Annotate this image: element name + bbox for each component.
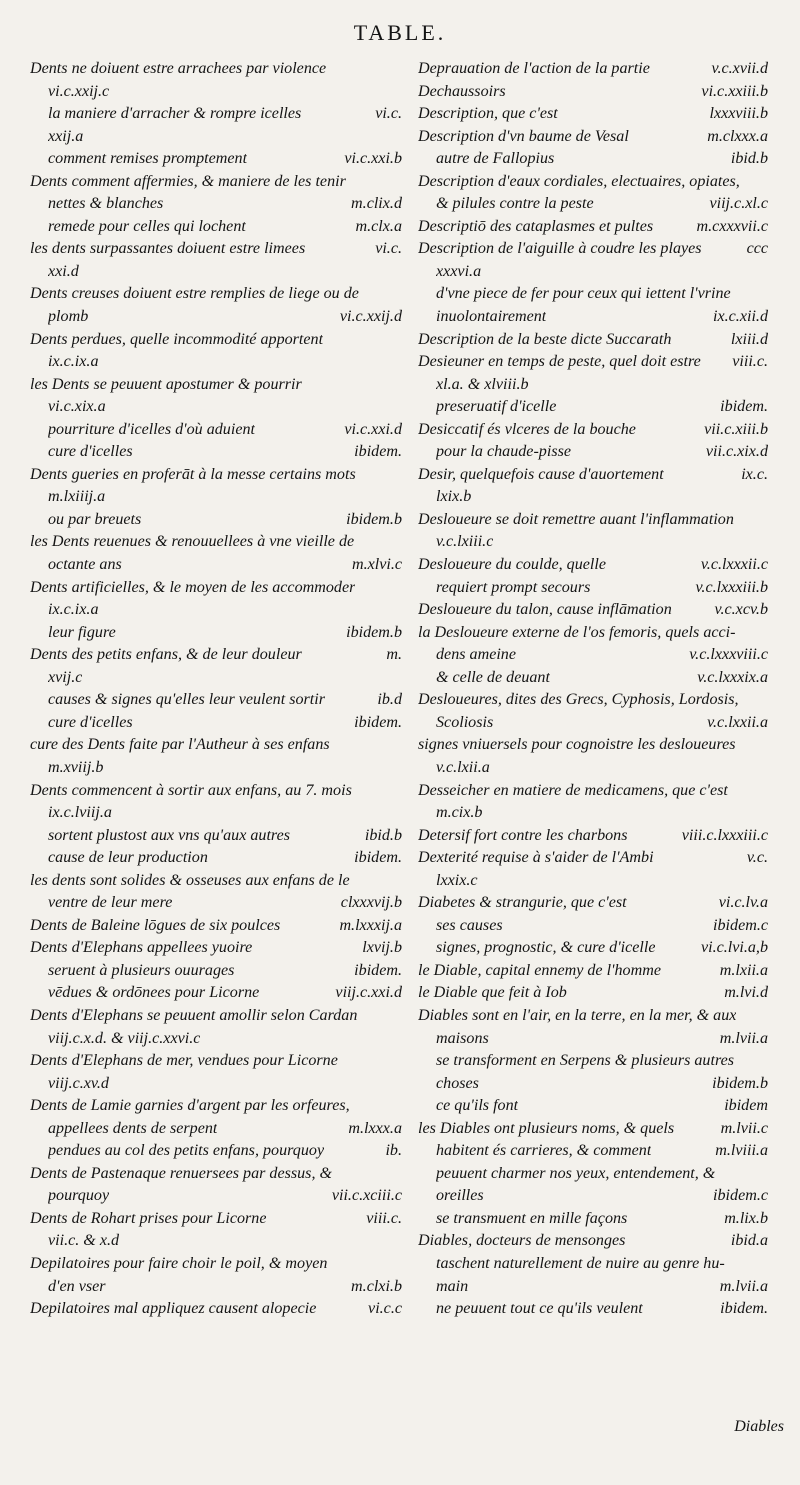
entry-text: Desloueure du talon, cause inflāmation (418, 601, 672, 619)
entry-reference: v.c.xvii.d (711, 60, 768, 77)
index-entry (418, 1253, 768, 1276)
entry-text: Dents d'Elephans appellees yuoire (30, 939, 253, 957)
entry-reference: lxvij.b (362, 939, 402, 957)
entry-text: ou par breuets (48, 510, 142, 528)
entry-reference: vi.c.c (368, 1300, 402, 1318)
index-entry (418, 577, 768, 600)
index-entry (418, 329, 768, 352)
index-entry (30, 1163, 402, 1186)
index-entry (30, 689, 402, 712)
entry-reference: m.clix.d (351, 195, 402, 213)
entry-text: pour la chaude-pisse (436, 443, 571, 461)
entry-text: causes & signes qu'elles leur veulent sortir (48, 691, 325, 709)
entry-text: se transmuent en mille façons (436, 1209, 628, 1227)
index-entry (418, 937, 768, 960)
index-entry (30, 216, 402, 239)
entry-reference: m.xlvi.c (351, 556, 402, 574)
index-entry (30, 283, 402, 306)
index-entry (30, 1118, 402, 1141)
entry-text: Diabetes & strangurie, que c'est (418, 894, 627, 912)
index-entry (30, 937, 402, 960)
index-entry (418, 1095, 768, 1118)
entry-text: ix.c.ix.a (48, 353, 99, 371)
index-entry (30, 329, 402, 352)
entry-text: Depilatoires mal appliquez causent alopecie (30, 1300, 317, 1318)
index-entry (418, 58, 768, 81)
entry-text: viij.c.x.d. & viij.c.xxvi.c (48, 1029, 201, 1047)
entry-text: m.xviij.b (48, 758, 104, 776)
index-entry (30, 486, 402, 509)
entry-text: les dents sont solides & osseuses aux enfans de le (30, 871, 350, 889)
entry-reference: ibidem.c (713, 916, 768, 934)
entry-text: octante ans (48, 556, 122, 574)
index-entry (30, 1298, 402, 1321)
index-entry (418, 261, 768, 284)
index-entry (30, 1073, 402, 1096)
index-entry (418, 193, 768, 216)
entry-text: lxix.b (436, 488, 472, 506)
index-entry (418, 554, 768, 577)
index-entry (30, 1095, 402, 1118)
entry-text: seruent à plusieurs ouurages (48, 961, 235, 979)
entry-reference: vii.c.xciii.c (331, 1187, 402, 1205)
entry-reference: vii.c.xix.d (705, 443, 768, 461)
entry-text: v.c.lxii.a (436, 758, 490, 776)
index-entry (30, 238, 402, 261)
entry-reference: vi.c.xxi.b (344, 150, 402, 168)
entry-reference: m.clx.a (355, 217, 402, 235)
index-entry (418, 1163, 768, 1186)
entry-reference: m.clxi.b (351, 1277, 402, 1295)
index-entry (30, 396, 402, 419)
index-entry (418, 351, 768, 374)
index-entry (418, 689, 768, 712)
entry-text: se transforment en Serpens & plusieurs autres (436, 1052, 735, 1070)
entry-text: cure d'icelles (48, 713, 133, 731)
entry-text: Dents comment affermies, & maniere de les tenir (30, 172, 346, 190)
index-entry (418, 306, 768, 329)
entry-text: & celle de deuant (436, 668, 550, 686)
entry-text: Diables sont en l'air, en la terre, en la mer, & aux (418, 1006, 737, 1024)
index-entry (30, 982, 402, 1005)
index-entry (418, 892, 768, 915)
index-entry (30, 81, 402, 104)
entry-text: Dexterité requise à s'aider de l'Ambi (418, 849, 654, 867)
entry-reference: m.clxxx.a (707, 127, 768, 145)
entry-text: ix.c.lviij.a (48, 804, 112, 822)
entry-text: Desloueures, dites des Grecs, Cyphosis, Lordosis, (418, 691, 739, 709)
index-entry (30, 1140, 402, 1163)
entry-text: oreilles (436, 1187, 484, 1205)
index-entry (30, 464, 402, 487)
entry-reference: ibidem. (720, 398, 768, 416)
entry-text: Descriptiō des cataplasmes et pultes (418, 217, 654, 235)
entry-reference: m.lxxx.a (348, 1119, 402, 1137)
entry-text: cure d'icelles (48, 443, 133, 461)
entry-text: pendues au col des petits enfans, pourquoy (48, 1142, 325, 1160)
entry-reference: viii.c. (732, 353, 768, 371)
entry-text: Dents gueries en proferāt à la messe certains mots (30, 465, 356, 483)
index-entry (418, 644, 768, 667)
index-entry (418, 712, 768, 735)
entry-reference: m.lvi.d (724, 984, 768, 1002)
index-entry (30, 599, 402, 622)
entry-reference: m. (386, 646, 402, 664)
index-entry (418, 802, 768, 825)
index-entry (30, 171, 402, 194)
entry-text: Depilatoires pour faire choir le poil, & moyen (30, 1254, 328, 1272)
index-entry (418, 982, 768, 1005)
entry-text: vi.c.xix.a (48, 398, 106, 416)
entry-text: Deprauation de l'action de la partie (418, 60, 650, 77)
index-entry (30, 915, 402, 938)
entry-reference: m.lvii.a (719, 1277, 768, 1295)
index-entry (418, 126, 768, 149)
entry-text: Dents d'Elephans se peuuent amollir selon Cardan (30, 1006, 358, 1024)
index-entry (418, 419, 768, 442)
entry-text: Description, que c'est (418, 105, 558, 123)
entry-text: Scoliosis (436, 713, 494, 731)
index-entry (30, 351, 402, 374)
entry-text: Description de la beste dicte Succarath (418, 330, 672, 348)
entry-text: Dents des petits enfans, & de leur douleur (30, 646, 302, 664)
entry-text: taschent naturellement de nuire au genre hu- (436, 1254, 725, 1272)
entry-text: ce qu'ils font (436, 1097, 519, 1115)
entry-text: Desir, quelquefois cause d'auortement (418, 465, 664, 483)
index-entry (418, 1276, 768, 1299)
index-column-right (418, 58, 768, 1321)
entry-text: comment remises promptement (48, 150, 248, 168)
entry-text: les dents surpassantes doiuent estre limees (30, 240, 306, 258)
index-entry (30, 509, 402, 532)
entry-text: xl.a. & xlviii.b (436, 375, 529, 393)
entry-reference: ibid.b (364, 826, 402, 844)
entry-text: cure des Dents faite par l'Autheur à ses enfans (30, 736, 330, 754)
entry-text: xxij.a (48, 127, 84, 145)
entry-text: d'vne piece de fer pour ceux qui iettent l'vrine (436, 285, 731, 303)
index-entry (418, 622, 768, 645)
index-entry (30, 419, 402, 442)
entry-reference: viij.c.xxi.d (335, 984, 402, 1002)
index-entry (418, 825, 768, 848)
entry-text: main (436, 1277, 469, 1295)
entry-reference: vii.c.xiii.b (704, 420, 768, 438)
entry-text: habitent és carrieres, & comment (436, 1142, 652, 1160)
index-entry (418, 599, 768, 622)
index-entry (418, 915, 768, 938)
entry-text: Dents artificielles, & le moyen de les accommoder (30, 578, 356, 596)
entry-reference: v.c. (746, 849, 768, 867)
entry-text: Desloueure se doit remettre auant l'inflammation (418, 510, 734, 528)
entry-text: requiert prompt secours (436, 578, 591, 596)
index-entry (418, 1230, 768, 1253)
entry-text: vii.c. & x.d (48, 1232, 120, 1250)
index-entry (30, 126, 402, 149)
index-entry (30, 960, 402, 983)
entry-text: Dents commencent à sortir aux enfans, au 7. mois (30, 781, 352, 799)
entry-text: signes vniuersels pour cognoistre les desloueures (418, 736, 736, 754)
index-entry (418, 1050, 768, 1073)
entry-text: Description d'eaux cordiales, electuaires, opiates, (418, 172, 740, 190)
entry-text: xvij.c (48, 668, 83, 686)
index-entry (418, 847, 768, 870)
entry-text: sortent plustost aux vns qu'aux autres (48, 826, 291, 844)
entry-text: Desieuner en temps de peste, quel doit estre (418, 353, 701, 371)
entry-text: ne peuuent tout ce qu'ils veulent (436, 1300, 643, 1318)
entry-reference: ibidem.b (346, 623, 402, 641)
index-entry (30, 1050, 402, 1073)
entry-text: viij.c.xv.d (48, 1074, 109, 1092)
entry-text: lxxix.c (436, 871, 478, 889)
entry-reference: ibidem.c (713, 1187, 768, 1205)
index-entry (30, 1208, 402, 1231)
index-entry (30, 103, 402, 126)
entry-reference: m.cxxxvii.c (696, 217, 768, 235)
entry-reference: vi.c.xxi.d (344, 420, 402, 438)
index-entry (30, 531, 402, 554)
entry-reference: m.lvii.c (720, 1119, 768, 1137)
entry-text: autre de Fallopius (436, 150, 555, 168)
entry-reference: m.lxii.a (719, 961, 768, 979)
index-entry (30, 667, 402, 690)
entry-text: Dechaussoirs (418, 82, 506, 100)
entry-text: pourquoy (48, 1187, 110, 1205)
entry-reference: ccc (746, 240, 768, 258)
entry-text: Diables, docteurs de mensonges (418, 1232, 626, 1250)
index-entry (30, 58, 402, 81)
entry-text: plomb (48, 308, 89, 326)
index-entry (418, 960, 768, 983)
index-entry (418, 667, 768, 690)
entry-reference: m.lvii.a (719, 1029, 768, 1047)
entry-text: les Dents se peuuent apostumer & pourrir (30, 375, 302, 393)
index-entry (30, 261, 402, 284)
entry-reference: v.c.lxxxix.a (697, 668, 768, 686)
entry-text: cause de leur production (48, 849, 208, 867)
index-entry (30, 802, 402, 825)
index-entry (30, 825, 402, 848)
index-entry (418, 283, 768, 306)
entry-reference: m.lxxxij.a (339, 916, 402, 934)
entry-reference: v.c.lxxxviii.c (689, 646, 768, 664)
entry-reference: ix.c. (741, 465, 768, 483)
index-entry (418, 1028, 768, 1051)
index-entry (30, 734, 402, 757)
page-header: TABLE. (353, 20, 447, 45)
entry-text: peuuent charmer nos yeux, entendement, & (436, 1164, 716, 1182)
entry-text: choses (436, 1074, 479, 1092)
index-entry (30, 1005, 402, 1028)
entry-reference: v.c.lxxxiii.b (695, 578, 768, 596)
index-entry (30, 577, 402, 600)
entry-text: Description de l'aiguille à coudre les playes (418, 240, 702, 258)
entry-text: appellees dents de serpent (48, 1119, 218, 1137)
index-entry (418, 486, 768, 509)
entry-text: signes, prognostic, & cure d'icelle (436, 939, 656, 957)
entry-text: les Diables ont plusieurs noms, & quels (418, 1119, 675, 1137)
entry-reference: ibidem. (354, 713, 402, 731)
entry-reference: lxiii.d (730, 330, 768, 348)
index-entry (30, 1185, 402, 1208)
entry-text: ventre de leur mere (48, 894, 173, 912)
entry-reference: ibidem. (354, 849, 402, 867)
entry-text: Desiccatif és vlceres de la bouche (418, 420, 636, 438)
entry-text: vēdues & ordōnees pour Licorne (48, 984, 260, 1002)
entry-text: inuolontairement (436, 308, 547, 326)
index-entry (418, 464, 768, 487)
entry-reference: vi.c.lvi.a,b (700, 939, 768, 957)
index-entry (418, 441, 768, 464)
index-column-left (30, 58, 402, 1321)
index-entry (30, 1253, 402, 1276)
index-entry (418, 1073, 768, 1096)
entry-reference: ix.c.xii.d (713, 308, 768, 326)
entry-reference: clxxxvij.b (340, 894, 402, 912)
index-entry (30, 847, 402, 870)
index-entry (418, 216, 768, 239)
entry-reference: ibidem.b (346, 510, 402, 528)
index-entry (30, 441, 402, 464)
entry-text: Dents perdues, quelle incommodité apportent (30, 330, 324, 348)
entry-reference: v.c.lxxxii.c (700, 556, 768, 574)
entry-reference: vi.c.lv.a (718, 894, 768, 912)
entry-text: Dents ne doiuent estre arrachees par violence (30, 60, 327, 77)
entry-text: pourriture d'icelles d'où aduient (48, 420, 255, 438)
index-entry (30, 1276, 402, 1299)
index-entry (418, 780, 768, 803)
entry-text: ix.c.ix.a (48, 601, 99, 619)
index-entry (418, 1005, 768, 1028)
entry-text: & pilules contre la peste (436, 195, 594, 213)
entry-reference: viij.c.xl.c (709, 195, 768, 213)
index-entry (418, 171, 768, 194)
entry-reference: viii.c. (366, 1209, 402, 1227)
index-entry (418, 870, 768, 893)
index-entry (418, 734, 768, 757)
entry-text: ses causes (436, 916, 503, 934)
entry-text: Desloueure du coulde, quelle (418, 556, 607, 574)
entry-reference: viii.c.lxxxiii.c (681, 826, 768, 844)
entry-reference: vi.c.xxiii.b (701, 82, 768, 100)
index-entry (30, 644, 402, 667)
index-entry (30, 892, 402, 915)
entry-text: la maniere d'arracher & rompre icelles (48, 105, 302, 123)
entry-reference: lxxxviii.b (709, 105, 768, 123)
entry-text: le Diable que feit à Iob (418, 984, 567, 1002)
index-entry (30, 1028, 402, 1051)
catchword: Diables (734, 1418, 784, 1435)
entry-reference: ibidem (724, 1097, 768, 1115)
index-entry (418, 531, 768, 554)
index-entry (418, 1208, 768, 1231)
index-entry (30, 870, 402, 893)
index-entry (30, 374, 402, 397)
index-entry (418, 103, 768, 126)
entry-text: Dents creuses doiuent estre remplies de liege ou de (30, 285, 359, 303)
entry-text: m.lxiiij.a (48, 488, 106, 506)
entry-reference: ibidem. (720, 1300, 768, 1318)
index-entry (418, 757, 768, 780)
entry-reference: vi.c.xxij.d (339, 308, 402, 326)
entry-reference: ibid.a (730, 1232, 768, 1250)
index-entry (418, 1298, 768, 1321)
entry-text: Dents de Baleine lōgues de six poulces (30, 916, 281, 934)
entry-text: preseruatif d'icelle (436, 398, 557, 416)
entry-reference: v.c.xcv.b (714, 601, 768, 619)
entry-text: Description d'vn baume de Vesal (418, 127, 629, 145)
index-entry (418, 81, 768, 104)
entry-reference: ibidem. (354, 961, 402, 979)
index-entry (418, 1140, 768, 1163)
index-entry (418, 509, 768, 532)
entry-reference: vi.c. (375, 240, 402, 258)
index-entry (30, 306, 402, 329)
entry-reference: m.lix.b (724, 1209, 768, 1227)
entry-text: maisons (436, 1029, 489, 1047)
entry-text: Dents de Pastenaque renuersees par dessus, & (30, 1164, 333, 1182)
entry-text: xxi.d (48, 262, 79, 280)
index-entry (30, 712, 402, 735)
index-entry (30, 622, 402, 645)
entry-text: m.cix.b (436, 804, 483, 822)
index-entry (30, 148, 402, 171)
entry-text: d'en vser (48, 1277, 106, 1295)
entry-text: nettes & blanches (48, 195, 164, 213)
entry-text: Dents de Rohart prises pour Licorne (30, 1209, 267, 1227)
index-entry (30, 780, 402, 803)
index-entry (418, 374, 768, 397)
index-entry (418, 238, 768, 261)
entry-text: remede pour celles qui lochent (48, 217, 246, 235)
index-entry (418, 148, 768, 171)
entry-reference: ib.d (377, 691, 402, 709)
entry-reference: ibid.b (730, 150, 768, 168)
entry-reference: ibidem.b (712, 1074, 768, 1092)
index-entry (418, 1185, 768, 1208)
entry-text: leur figure (48, 623, 116, 641)
index-entry (30, 193, 402, 216)
entry-reference: v.c.lxxii.a (707, 713, 768, 731)
entry-text: les Dents reuenues & renouuellees à vne vieille de (30, 533, 355, 551)
entry-text: Detersif fort contre les charbons (418, 826, 628, 844)
entry-reference: ibidem. (354, 443, 402, 461)
entry-text: Dents de Lamie garnies d'argent par les orfeures, (30, 1097, 350, 1115)
index-entry (30, 554, 402, 577)
entry-reference: m.lviii.a (715, 1142, 768, 1160)
index-entry (30, 757, 402, 780)
index-entry (418, 396, 768, 419)
entry-text: vi.c.xxij.c (48, 82, 110, 100)
entry-text: Desseicher en matiere de medicamens, que c'est (418, 781, 728, 799)
index-entry (418, 1118, 768, 1141)
entry-text: xxxvi.a (436, 262, 482, 280)
entry-text: la Desloueure externe de l'os femoris, quels acci- (418, 623, 736, 641)
entry-reference: vi.c. (375, 105, 402, 123)
entry-text: le Diable, capital ennemy de l'homme (418, 961, 661, 979)
entry-text: v.c.lxiii.c (436, 533, 494, 551)
index-entry (30, 1230, 402, 1253)
entry-text: Dents d'Elephans de mer, vendues pour Licorne (30, 1052, 338, 1070)
entry-text: dens ameine (436, 646, 516, 664)
entry-reference: ib. (385, 1142, 402, 1160)
